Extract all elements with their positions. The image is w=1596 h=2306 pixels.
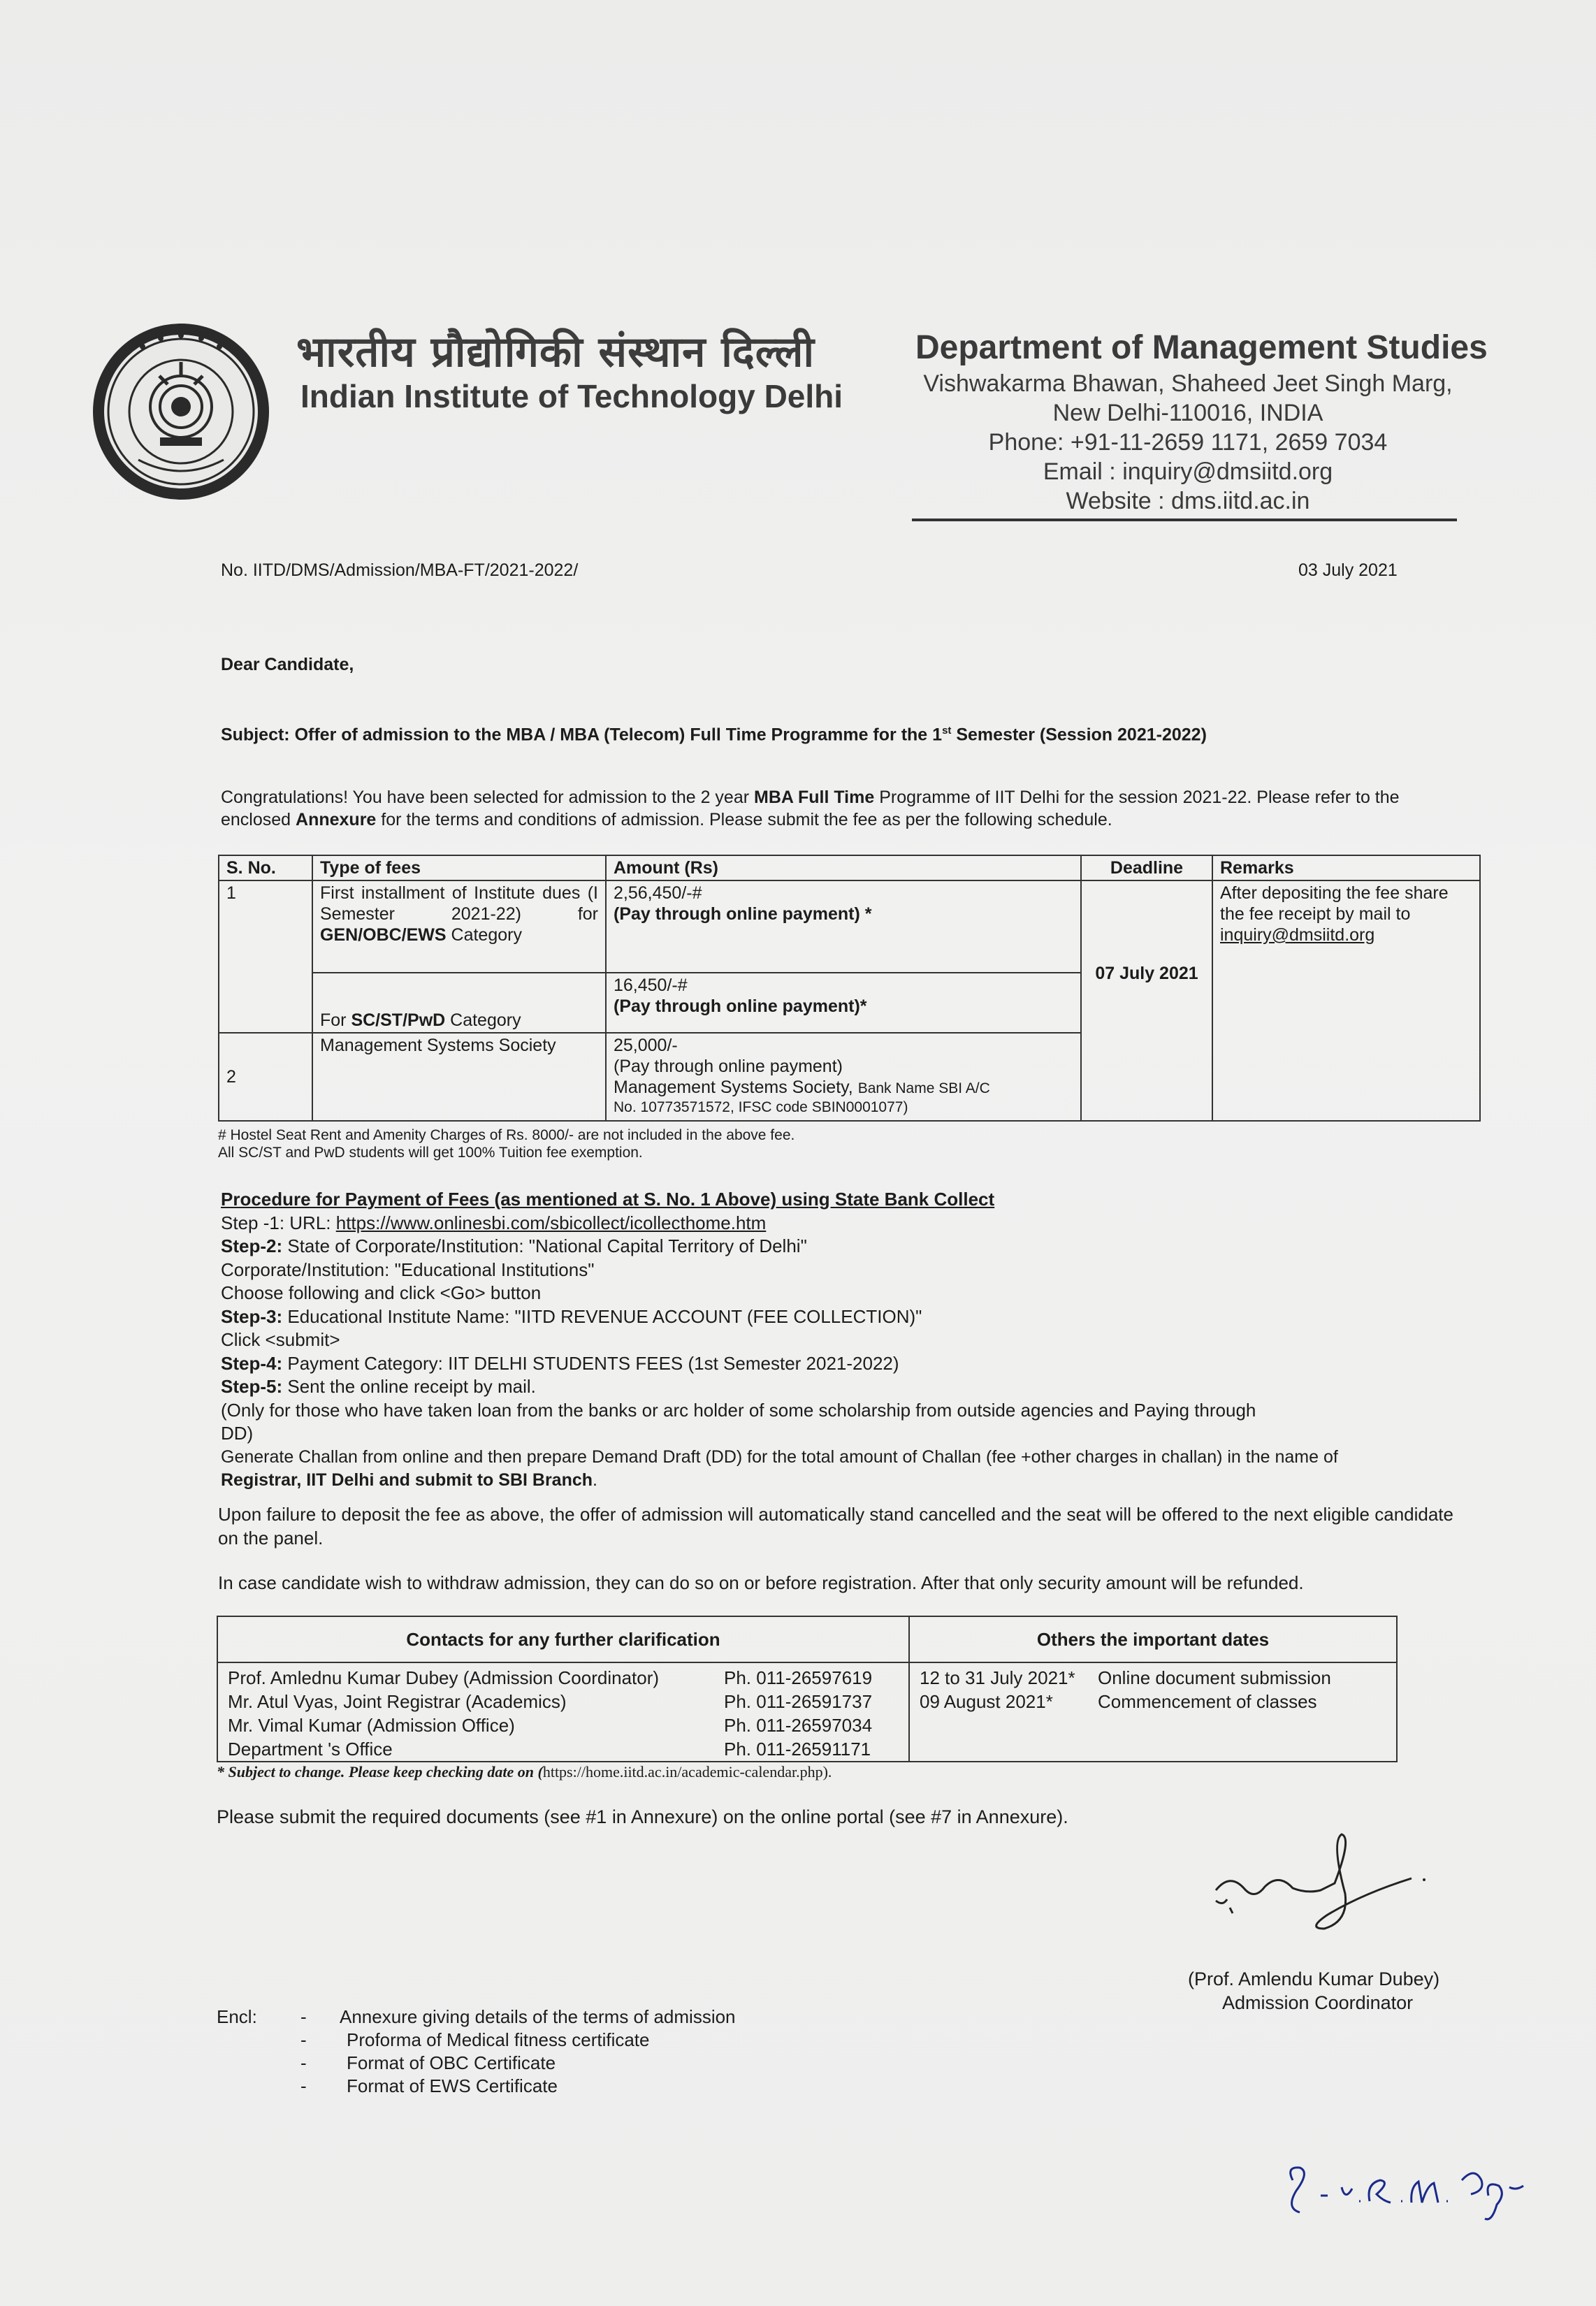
- procedure-heading: Procedure for Payment of Fees (as mentioned at S. No. 1 Above) using State Bank Collect: [221, 1189, 995, 1210]
- contacts-header-right: Others the important dates: [909, 1616, 1397, 1662]
- contacts-table: [217, 1616, 1398, 1762]
- col-amount: Amount (Rs): [606, 855, 1081, 880]
- step-text: Sent the online receipt by mail.: [282, 1376, 536, 1397]
- note-text: * Subject to change. Please keep checking date on (: [217, 1763, 543, 1781]
- step-3: [221, 1305, 1451, 1329]
- submit-line: Click <submit>: [221, 1329, 340, 1350]
- enclosures-label: Encl:: [217, 2006, 257, 2027]
- contact-phone: Ph. 011-26591171: [724, 1739, 871, 1760]
- subject-to-change-note: [217, 1763, 832, 1781]
- step-text: Educational Institute Name: "IITD REVENUE ACCOUNT (FEE COLLECTION)": [282, 1305, 922, 1327]
- institute-hindi-name: भारतीय प्रौद्योगिकी संस्थान दिल्ली: [296, 328, 815, 377]
- contacts-header-left: Contacts for any further clarification: [217, 1616, 909, 1662]
- contacts-list: [217, 1662, 909, 1762]
- date-event: Online document submission: [1098, 1667, 1331, 1688]
- row1b-type: [312, 973, 606, 1033]
- handwritten-signature-icon: [1279, 2152, 1530, 2229]
- important-date: 09 August 2021*: [920, 1691, 1053, 1712]
- list-item: [228, 1690, 899, 1713]
- salutation: Dear Candidate,: [221, 655, 354, 674]
- step-2: [221, 1235, 1451, 1259]
- list-item: [228, 1737, 899, 1761]
- address-line-1: Vishwakarma Bhawan, Shaheed Jeet Singh Marg,: [923, 370, 1453, 397]
- choose-line: Choose following and click <Go> button: [221, 1282, 542, 1303]
- fee-table-header: [219, 855, 1480, 880]
- row1a-amount: [606, 880, 1081, 973]
- contacts-body: [217, 1662, 1397, 1762]
- congrats-text: Programme of IIT Delhi for the session 2021-22. Please refer to the enclosed: [221, 788, 1400, 829]
- contact-phone: Ph. 011-26597034: [724, 1715, 873, 1736]
- sbi-collect-link[interactable]: https://www.onlinesbi.com/sbicollect/icollecthome.htm: [335, 1212, 767, 1233]
- row2-sno: 2: [219, 1033, 312, 1121]
- category-gen: GEN/OBC/EWS: [320, 925, 447, 945]
- iit-delhi-seal-icon: [89, 320, 273, 503]
- type-text: Category: [446, 925, 522, 945]
- congrats-text: Congratulations! You have been selected for admission to the 2 year: [221, 788, 755, 807]
- challan-end: .: [593, 1470, 597, 1490]
- subject-superscript: st: [942, 725, 952, 737]
- loan-note: DD): [221, 1423, 254, 1444]
- category-sc: SC/ST/PwD: [351, 1010, 446, 1030]
- department-name: Department of Management Studies: [915, 329, 1488, 366]
- step-5: [221, 1375, 1451, 1399]
- reference-number: No. IITD/DMS/Admission/MBA-FT/2021-2022/: [221, 560, 579, 580]
- subject-text: Subject: Offer of admission to the MBA / MBA (Telecom) Full Time Programme for the 1: [221, 725, 943, 745]
- step-label: Step-3:: [221, 1305, 283, 1327]
- closing-line: Please submit the required documents (see #1 in Annexure) on the online portal (see #7 in Annexure).: [217, 1806, 1068, 1827]
- bank-details: Management Systems Society,: [614, 1078, 858, 1097]
- enclosure-item: Annexure giving details of the terms of admission: [340, 2006, 736, 2027]
- contact-name: Prof. Amlednu Kumar Dubey (Admission Coordinator): [228, 1667, 660, 1688]
- type-text: Category: [445, 1010, 521, 1030]
- exemption-note: All SC/ST and PwD students will get 100% Tuition fee exemption.: [218, 1145, 643, 1161]
- date-event: Commencement of classes: [1098, 1691, 1317, 1712]
- list-item: - Format of OBC Certificate: [300, 2052, 556, 2073]
- corporate-line: Corporate/Institution: "Educational Institutions": [221, 1259, 595, 1280]
- fee-schedule-table: [218, 855, 1481, 1122]
- step-text: State of Corporate/Institution: "National Capital Territory of Delhi": [282, 1235, 807, 1256]
- contact-name: Mr. Atul Vyas, Joint Registrar (Academics): [228, 1691, 567, 1712]
- signature-icon: [1202, 1824, 1439, 1950]
- enclosures: [217, 2006, 736, 2098]
- contact-phone: Ph. 011-26597619: [724, 1667, 873, 1688]
- list-item: [228, 1713, 899, 1737]
- header-divider: [912, 519, 1457, 521]
- col-deadline: Deadline: [1081, 855, 1212, 880]
- programme-name: MBA Full Time: [754, 788, 875, 807]
- challan-instruction: [221, 1446, 1451, 1493]
- payment-procedure: [221, 1188, 1451, 1493]
- signatory-title: Admission Coordinator: [1222, 1992, 1414, 2013]
- row1a-type: [312, 880, 606, 973]
- payment-mode: (Pay through online payment): [614, 1057, 843, 1076]
- table-row: [219, 880, 1480, 973]
- type-text: For: [320, 1010, 351, 1030]
- important-date: 12 to 31 July 2021*: [920, 1667, 1075, 1688]
- website-line: Website : dms.iitd.ac.in: [1066, 488, 1310, 514]
- type-text: First installment of Institute dues (I Semester 2021-22) for: [320, 883, 598, 924]
- step-1: [221, 1212, 1451, 1235]
- annexure-word: Annexure: [296, 810, 377, 829]
- deadline-cell: 07 July 2021: [1081, 880, 1212, 1121]
- amount-value: 2,56,450/-#: [614, 883, 702, 903]
- amount-value: 25,000/-: [614, 1036, 678, 1055]
- list-item: - Proforma of Medical fitness certificate: [300, 2029, 650, 2050]
- row2-type: Management Systems Society: [312, 1033, 606, 1121]
- department-address: [908, 369, 1467, 516]
- subject-line: [221, 720, 1207, 746]
- contact-name: Department 's Office: [228, 1739, 393, 1760]
- row1b-amount: [606, 973, 1081, 1033]
- amount-value: 16,450/-#: [614, 976, 688, 995]
- signatory: [1188, 1967, 1439, 2015]
- list-item: [228, 1666, 899, 1690]
- step-label: Step -1: URL:: [221, 1212, 336, 1233]
- payment-mode: (Pay through online payment) *: [614, 904, 872, 924]
- list-item: - Format of EWS Certificate: [300, 2075, 558, 2096]
- list-item: [920, 1690, 1386, 1713]
- dates-list: [909, 1662, 1397, 1762]
- hostel-note: # Hostel Seat Rent and Amenity Charges of Rs. 8000/- are not included in the above fee.: [218, 1127, 795, 1143]
- signatory-name: (Prof. Amlendu Kumar Dubey): [1188, 1968, 1440, 1989]
- step-label: Step-5:: [221, 1376, 283, 1397]
- enclosure-item: Format of OBC Certificate: [347, 2052, 556, 2073]
- enclosure-item: Format of EWS Certificate: [347, 2075, 558, 2096]
- letter-date: 03 July 2021: [1298, 560, 1398, 580]
- row2-amount: [606, 1033, 1081, 1121]
- step-label: Step-2:: [221, 1235, 283, 1256]
- bank-details: No. 10773571572, IFSC code SBIN0001077): [614, 1099, 908, 1115]
- challan-text: Generate Challan from online and then prepare Demand Draft (DD) for the total amount of Challan (fee +other charges in challan) in the name of: [221, 1446, 1338, 1467]
- phone-line: Phone: +91-11-2659 1171, 2659 7034: [988, 429, 1388, 456]
- institute-name: Indian Institute of Technology Delhi: [300, 378, 843, 414]
- bank-details: Bank Name SBI A/C: [857, 1080, 990, 1096]
- contacts-header: [217, 1616, 1397, 1662]
- remarks-text: After depositing the fee share the fee receipt by mail to: [1220, 883, 1449, 924]
- list-item: - Annexure giving details of the terms of admission: [300, 2006, 736, 2027]
- subject-text-end: Semester (Session 2021-2022): [951, 725, 1207, 745]
- col-remarks: Remarks: [1212, 855, 1480, 880]
- email-line: Email : inquiry@dmsiitd.org: [1043, 458, 1333, 485]
- contact-name: Mr. Vimal Kumar (Admission Office): [228, 1715, 515, 1736]
- withdraw-paragraph: In case candidate wish to withdraw admission, they can do so on or before registration. After that only security amount will be refunded.: [218, 1572, 1304, 1593]
- address-line-2: New Delhi-110016, INDIA: [1052, 400, 1323, 426]
- payment-mode: (Pay through online payment)*: [614, 996, 867, 1016]
- academic-calendar-link[interactable]: https://home.iitd.ac.in/academic-calendar.php).: [542, 1763, 832, 1781]
- step-text: Payment Category: IIT DELHI STUDENTS FEES (1st Semester 2021-2022): [282, 1352, 899, 1374]
- row1-sno: 1: [219, 880, 312, 1033]
- challan-payee: Registrar, IIT Delhi and submit to SBI Branch: [221, 1470, 593, 1490]
- loan-note: (Only for those who have taken loan from the banks or arc holder of some scholarship from outside agencies and Paying through: [221, 1399, 1256, 1421]
- list-item: [920, 1666, 1386, 1690]
- remarks-cell: [1212, 880, 1480, 1121]
- col-type: Type of fees: [312, 855, 606, 880]
- col-sno: S. No.: [219, 855, 312, 880]
- fee-notes: [218, 1126, 795, 1161]
- enclosure-item: Proforma of Medical fitness certificate: [347, 2029, 650, 2050]
- step-4: [221, 1352, 1451, 1376]
- failure-paragraph: Upon failure to deposit the fee as above, the offer of admission will automatically stand cancelled and the seat will be offered to the next eligible candidate on the panel.: [218, 1504, 1453, 1549]
- contact-phone: Ph. 011-26591737: [724, 1691, 873, 1712]
- congrats-text: for the terms and conditions of admission. Please submit the fee as per the following schedule.: [376, 810, 1112, 829]
- congratulations-paragraph: [221, 786, 1465, 831]
- step-label: Step-4:: [221, 1352, 283, 1374]
- remarks-email-link[interactable]: inquiry@dmsiitd.org: [1220, 925, 1375, 945]
